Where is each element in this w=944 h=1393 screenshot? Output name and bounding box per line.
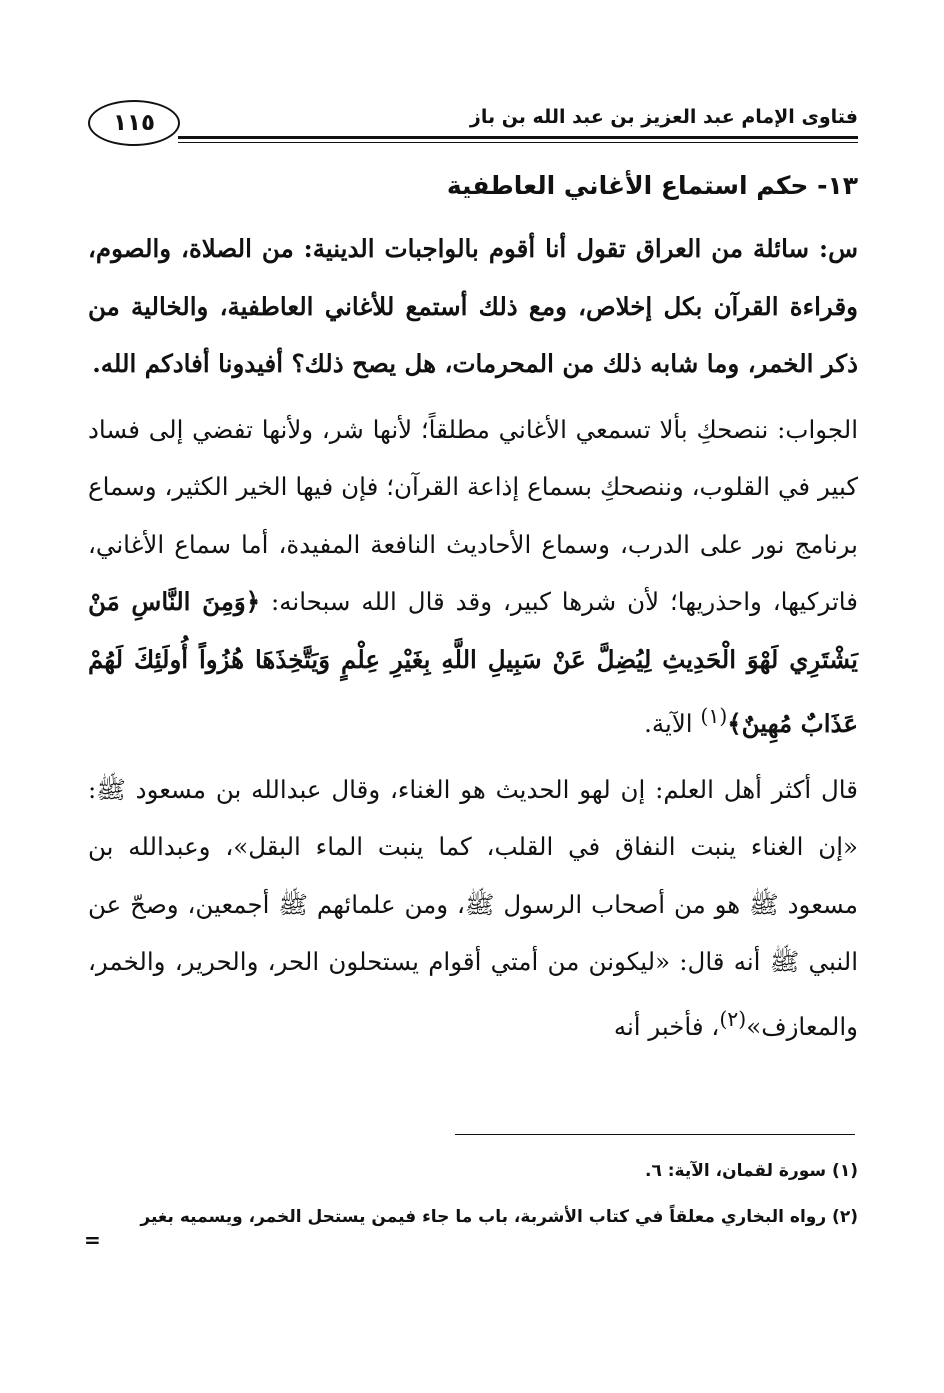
page-number-badge [88,100,180,146]
page-number: ١١٥ [112,110,156,136]
main-content [88,160,858,1055]
commentary-text: قال أكثر أهل العلم: إن لهو الحديث هو الغناء، وقال عبدالله بن مسعود ﷺ: «إن الغناء ينبت النفاق في القلب، كما ينبت الماء البقل»، وعبدالله بن مسعود ﷺ هو من أصحاب الرسول ﷺ، ومن علمائهم ﷺ أجمعين، وصحّ عن النبي ﷺ أنه قال: «ليكونن من أمتي أقوام يستحلون الحر، والحرير، والخمر، والمعازف» [88,774,858,1041]
footnote-1: (١) سورة لقمان، الآية: ٦. [644,1161,858,1181]
footnote-2: (٢) رواه البخاري معلقاً في كتاب الأشربة، باب ما جاء فيمن يستحل الخمر، ويسميه بغير [140,1207,858,1227]
header-rule [178,136,858,139]
footnote-ref-2: (٢) [719,1006,747,1031]
running-title: فتاوى الإمام عبد العزيز بن عبد الله بن باز [469,106,858,128]
question-paragraph: س: سائلة من العراق تقول أنا أقوم بالواجبات الدينية: من الصلاة، والصوم، وقراءة القرآن بكل إخلاص، ومع ذلك أستمع للأغاني العاطفية، والخالية من ذكر الخمر، وما شابه ذلك من المحرمات، هل يصح ذلك؟ أفيدونا أفادكم الله. [88,234,858,378]
footnote-separator [455,1134,855,1135]
fatwa-heading: ١٣- حكم استماع الأغاني العاطفية [446,171,858,200]
continuation-mark: = [84,1228,101,1252]
answer-ending: الآية. [644,709,701,739]
header-rule-thin [178,142,858,143]
commentary-paragraph [88,761,858,1056]
commentary-ending: ، فأخبر أنه [613,1011,720,1041]
answer-text: الجواب: ننصحكِ بألا تسمعي الأغاني مطلقاً؛ لأنها شر، ولأنها تفضي إلى فساد كبير في القلوب، وننصحكِ بسماع إذاعة القرآن؛ فإن فيها الخير الكثير، وسماع برنامج نور على الدرب، وسماع الأحاديث النافعة المفيدة، أما سماع الأغاني، فاتركيها، واحذريها؛ لأن شرها كبير، وقد قال الله سبحانه: [88,414,858,616]
footnote-ref-1: (١) [700,704,728,728]
footnotes [88,1148,858,1240]
page-header [88,92,858,162]
answer-paragraph [88,401,858,753]
quran-verse: ﴿وَمِنَ النَّاسِ مَنْ يَشْتَرِي لَهْوَ الْحَدِيثِ لِيُضِلَّ عَنْ سَبِيلِ اللَّهِ بِغَيْرِ عِلْمٍ وَيَتَّخِذَهَا هُزُواً أُولَئِكَ لَهُمْ عَذَابٌ مُهِينٌ﴾ [88,587,858,739]
